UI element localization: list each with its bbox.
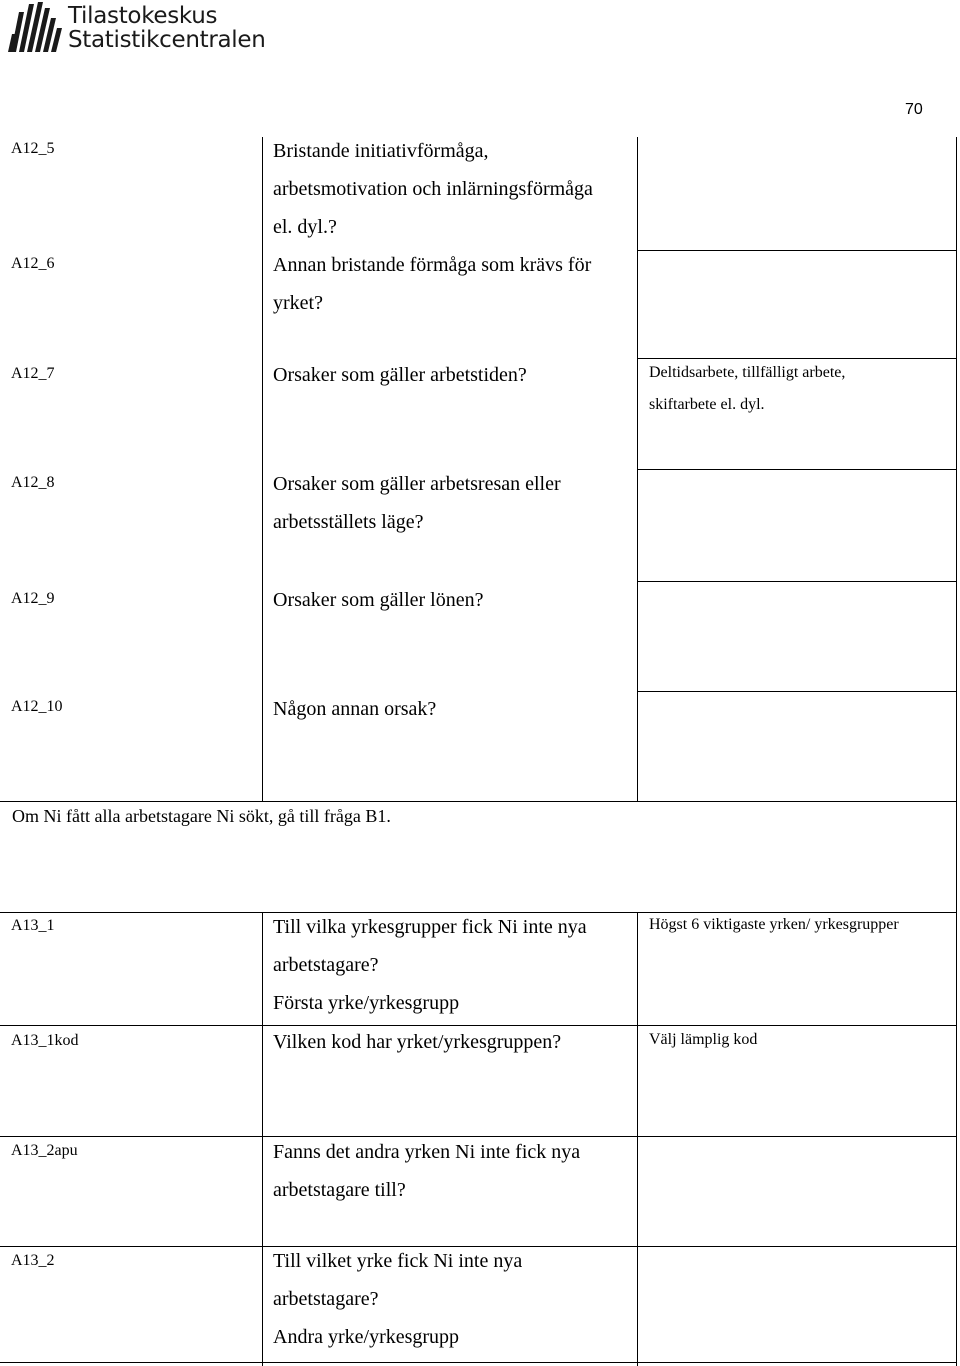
row-code: A12_10 xyxy=(11,698,63,715)
row-code: A12_5 xyxy=(11,140,55,157)
row-comment-line: Deltidsarbete, tillfälligt arbete, xyxy=(649,364,846,381)
column-divider xyxy=(637,912,638,1366)
row-comment-line: skiftarbete el. dyl. xyxy=(649,396,765,413)
row-divider xyxy=(637,469,957,470)
row-question-line: Någon annan orsak? xyxy=(273,698,437,720)
skip-instruction: Om Ni fått alla arbetstagare Ni sökt, gå till fråga B1. xyxy=(12,806,391,826)
row-question-line: el. dyl.? xyxy=(273,216,337,238)
row-question-line: Till vilket yrke fick Ni inte nya xyxy=(273,1250,523,1272)
row-question-line: Orsaker som gäller arbetsresan eller xyxy=(273,473,561,495)
row-code: A12_8 xyxy=(11,474,55,491)
row-code: A13_2 xyxy=(11,1252,55,1269)
row-comment-line: Högst 6 viktigaste yrken/ yrkesgrupper xyxy=(649,916,899,933)
row-code: A13_2apu xyxy=(11,1142,78,1159)
row-code: A12_9 xyxy=(11,590,55,607)
row-code: A13_1kod xyxy=(11,1032,79,1049)
row-comment-line: Välj lämplig kod xyxy=(649,1031,758,1048)
row-question-line: arbetsmotivation och inlärningsförmåga xyxy=(273,178,593,200)
logo-line-1: Tilastokeskus xyxy=(68,3,218,29)
row-question-line: Fanns det andra yrken Ni inte fick nya xyxy=(273,1141,581,1163)
row-question-line: Första yrke/yrkesgrupp xyxy=(273,992,460,1014)
row-question-line: yrket? xyxy=(273,292,323,314)
row-question-line: Bristande initiativförmåga, xyxy=(273,140,489,162)
row-question-line: Vilken kod har yrket/yrkesgruppen? xyxy=(273,1031,562,1053)
row-question-line: Annan bristande förmåga som krävs för xyxy=(273,254,592,276)
row-question-line: Orsaker som gäller lönen? xyxy=(273,589,484,611)
row-question-line: arbetsställets läge? xyxy=(273,511,424,533)
logo-line-2: Statistikcentralen xyxy=(68,27,266,53)
table-bottom-border xyxy=(0,1362,957,1363)
row-question-line: arbetstagare? xyxy=(273,1288,379,1310)
row-divider xyxy=(637,250,957,251)
row-divider xyxy=(637,581,957,582)
row-code: A13_1 xyxy=(11,917,55,934)
page-number: 70 xyxy=(905,101,923,118)
row-question-line: arbetstagare? xyxy=(273,954,379,976)
row-code: A12_6 xyxy=(11,255,55,272)
column-divider xyxy=(262,912,263,1366)
table-right-border xyxy=(956,137,957,1366)
row-divider xyxy=(637,691,957,692)
row-code: A12_7 xyxy=(11,365,55,382)
row-question-line: Till vilka yrkesgrupper fick Ni inte nya xyxy=(273,916,587,938)
row-question-line: arbetstagare till? xyxy=(273,1179,406,1201)
row-divider xyxy=(0,801,957,802)
row-question-line: Andra yrke/yrkesgrupp xyxy=(273,1326,460,1348)
column-divider xyxy=(262,137,263,801)
row-question-line: Orsaker som gäller arbetstiden? xyxy=(273,364,527,386)
